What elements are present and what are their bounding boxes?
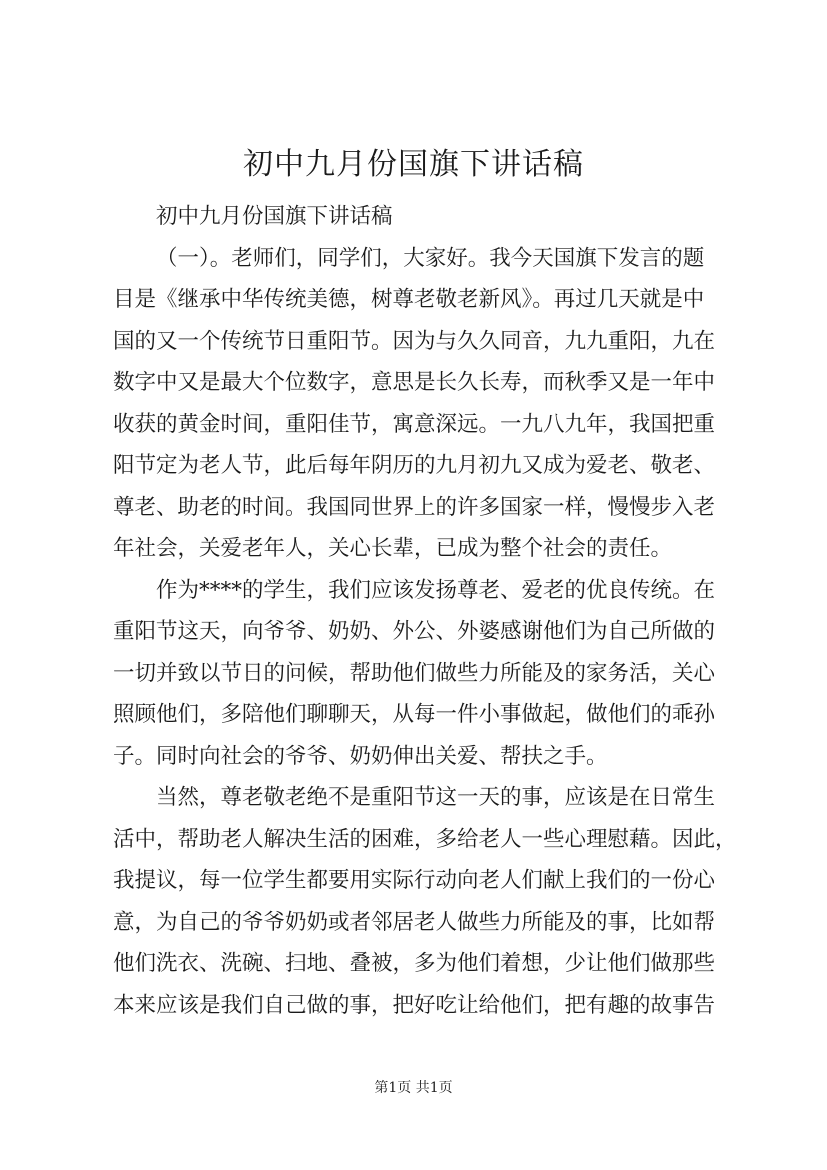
text-line: 阳节定为老人节，此后每年阴历的九月初九又成为爱老、敬老、	[113, 453, 716, 478]
text-line: 作为****的学生，我们应该发扬尊老、爱老的优良传统。在	[156, 577, 716, 603]
page-footer	[0, 1078, 827, 1098]
text-line: 照顾他们，多陪他们聊聊天，从每一件小事做起，做他们的乖孙	[113, 702, 716, 727]
text-line: 年社会，关爱老年人，关心长辈，已成为整个社会的责任。	[113, 536, 673, 561]
text-line: 收获的黄金时间，重阳佳节，寓意深远。一九八九年，我国把重	[113, 411, 716, 437]
text-line: 重阳节这天，向爷爷、奶奶、外公、外婆感谢他们为自己所做的	[113, 619, 716, 644]
document-title: 初中九月份国旗下讲话稿	[243, 147, 584, 182]
text-line: 本来应该是我们自己做的事，把好吃让给他们，把有趣的故事告	[113, 992, 716, 1018]
page-number-label: 第1页 共1页	[374, 1080, 453, 1096]
text-line: 当然，尊老敬老绝不是重阳节这一天的事，应该是在日常生	[156, 785, 716, 810]
document-body	[113, 196, 737, 1026]
text-line: 尊老、助老的时间。我国同世界上的许多国家一样，慢慢步入老	[113, 494, 716, 520]
text-line: 他们洗衣、洗碗、扫地、叠被，多为他们着想，少让他们做那些	[113, 951, 716, 976]
text-line: 子。同时向社会的爷爷、奶奶伸出关爱、帮扶之手。	[113, 743, 608, 769]
text-line: 目是《继承中华传统美德，树尊老敬老新风》。再过几天就是中	[113, 287, 705, 312]
text-line: 我提议，每一位学生都要用实际行动向老人们献上我们的一份心	[113, 868, 716, 893]
text-line: 一切并致以节日的问候，帮助他们做些力所能及的家务活，关心	[113, 660, 716, 686]
text-line: 活中，帮助老人解决生活的困难，多给老人一些心理慰藉。因此，	[113, 826, 737, 852]
text-line: （一）。老师们，同学们，大家好。我今天国旗下发言的题	[156, 245, 705, 271]
text-line: 数字中又是最大个位数字，意思是长久长寿，而秋季又是一年中	[113, 370, 716, 395]
text-line: 国的又一个传统节日重阳节。因为与久久同音，九九重阳，九在	[113, 328, 716, 354]
text-line: 意，为自己的爷爷奶奶或者邻居老人做些力所能及的事，比如帮	[113, 909, 716, 935]
text-line: 初中九月份国旗下讲话稿	[156, 204, 393, 229]
